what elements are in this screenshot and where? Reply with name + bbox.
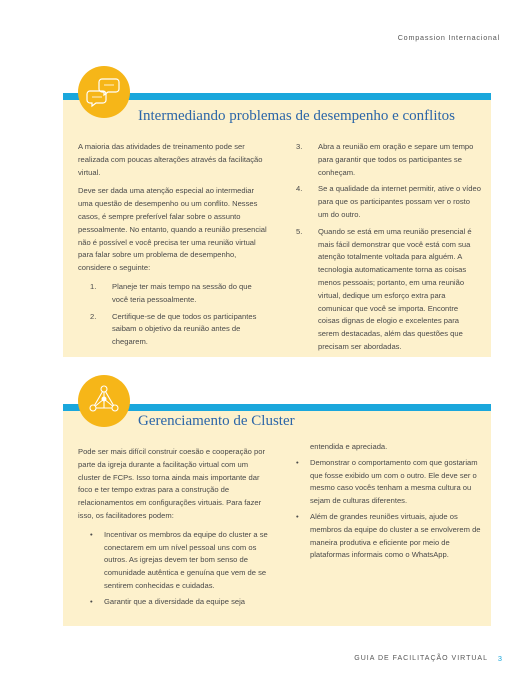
section-title: Gerenciamento de Cluster bbox=[138, 413, 295, 429]
paragraph: Pode ser mais difícil construir coesão e cooperação por parte da igreja durante a facilitação virtual com um cluster de FCPs. Isso torna ainda mais importante dar foco e ter tempo extras para a construção de relacionamentos em configurações virtuais. Para fazer isso, os facilitadores podem: bbox=[78, 447, 265, 520]
chat-bubbles-icon bbox=[78, 66, 130, 118]
footer-label: GUIA DE FACILITAÇÃO VIRTUAL bbox=[354, 655, 488, 662]
page-number: 3 bbox=[497, 654, 502, 663]
list-item: • Garantir que a diversidade da equipe seja bbox=[90, 596, 245, 606]
section1-right-column bbox=[296, 141, 481, 358]
list-item: • Além de grandes reuniões virtuais, ajude os membros da equipe do cluster a se envolverem de maneira produtiva e eficiente por meio de plataformas informais como o WhatsApp. bbox=[296, 511, 481, 560]
list-item: 2. Certifique-se de que todos os participantes saibam o objetivo da reunião antes de chegarem. bbox=[90, 311, 257, 347]
brand-name: Compassion Internacional bbox=[397, 33, 500, 42]
list-item: 5. Quando se está em uma reunião presencial é mais fácil demonstrar que você está com sua atenção totalmente voltada para alguém. A tecnologia automaticamente torna as coisas menos pessoais; portanto, em uma reunião virtual, dedique um esforço extra para comunicar que você se importa. Encontre coisas dignas de elogio e excelentes para serem destacadas, além das questões que precisam ser abordadas. bbox=[296, 226, 472, 351]
list-item: 1. Planeje ter mais tempo na sessão do que você teria pessoalmente. bbox=[90, 281, 252, 304]
numbered-list bbox=[78, 281, 268, 349]
section2-right-column bbox=[296, 441, 481, 565]
paragraph: Deve ser dada uma atenção especial ao intermediar uma questão de desempenho ou um conflito. Nesses casos, é sempre preferível falar sobre o assunto pessoalmente. No entanto, quando a reunião presencial não é possível e você precisa ter uma reunião virtual para falar sobre um problema de desempenho, considere o seguinte: bbox=[78, 186, 267, 273]
section-title: Intermediando problemas de desempenho e conflitos bbox=[138, 108, 455, 124]
section1-left-column bbox=[78, 141, 268, 353]
bullet-list bbox=[296, 457, 481, 562]
cluster-network-icon bbox=[78, 375, 130, 427]
list-item: 3. Abra a reunião em oração e separe um tempo para garantir que todos os participantes se conheçam. bbox=[296, 142, 474, 177]
numbered-list bbox=[296, 141, 481, 354]
list-item: • Demonstrar o comportamento com que gostariam que fosse exibido um com o outro. Ele deve ser o mesmo caso vocês tenham a mesma cultura ou sejam de culturas diferentes. bbox=[296, 457, 478, 506]
list-item-continuation: entendida e apreciada. bbox=[310, 442, 388, 451]
bullet-list bbox=[78, 529, 272, 609]
list-item: 4. Se a qualidade da internet permitir, ative o vídeo para que os participantes possam ver o rosto um do outro. bbox=[296, 184, 481, 219]
list-item: • Incentivar os membros da equipe do cluster a se conectarem em um nível pessoal uns com os outros. As igrejas devem ter bom senso de comunidade autêntica e genuína que vem de se sentirem conhecidas e cuidadas. bbox=[90, 529, 268, 590]
paragraph: A maioria das atividades de treinamento pode ser realizada com poucas alterações através da facilitação virtual. bbox=[78, 142, 263, 177]
section2-left-column bbox=[78, 446, 272, 612]
